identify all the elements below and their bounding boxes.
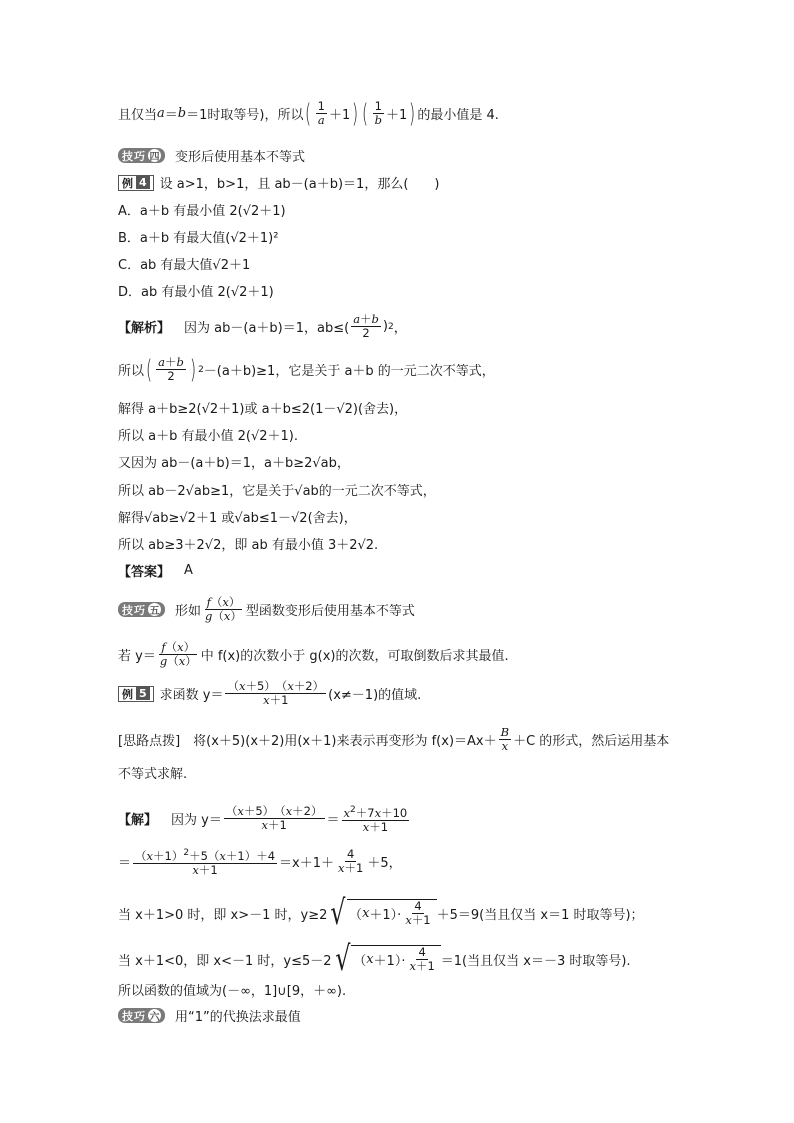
solution-4-line-2: 所以 ( $\frac{a+b}{2}$ ) 2 －(a＋b)≥1，它是关于 a＋b 的一元二次不等式， (118, 354, 495, 385)
solution-5-line-1: 【解】 因为 y＝ $\frac{(x+5) (x+2)}{x+1}$ ＝ $\frac{x^2+7x+10}{x+1}$ (118, 804, 408, 834)
text: －(a＋b)≥1，它是关于 a＋b 的一元二次不等式， (203, 364, 495, 379)
technique-5-note: 若 y＝ $\frac{f(x)}{g(x)}$ 中 f(x)的次数小于 g(x)的次数，可取倒数后求其最值. (118, 640, 509, 668)
text: 型函数变形后使用基本不等式 (245, 604, 415, 619)
example-4-stem (118, 173, 439, 192)
example-label: 例 5 (118, 686, 154, 702)
text: 当 x＋1<0，即 x<－1 时，y≤5－2 (118, 953, 332, 969)
text: ＝1(当且仅当 x＝－3 时取等号). (440, 953, 631, 969)
solution-5-line-2: ＝ $\frac{(x+1)^2+5(x+1)+4}{x+1}$ ＝x＋1＋ $\frac{4}{x+1}$ ＋5， (118, 847, 402, 877)
example-label: 例 4 (118, 175, 154, 191)
text: 当 x＋1>0 时，即 x>－1 时，y≥2 (118, 907, 328, 923)
text: 时取等号)，所以 (207, 108, 304, 123)
solution-head: 【解】 (118, 813, 158, 829)
line-top: 且仅当 a ＝ b ＝1 时取等号)，所以 ( $\frac{1}{a}$ ＋1 ) ( $\frac{1}{b}$ ＋1 ) 的最小值是 4. (118, 98, 499, 129)
text: 因为 y＝ (171, 813, 222, 829)
solution-5-line-3: 当 x＋1>0 时，即 x>－1 时，y≥2 √ （ x ＋1）· $\frac{4}{x+1}$ ＋5＝9(当且仅当 x＝1 时取等号)； (118, 893, 644, 933)
technique-badge: 技巧 五 (118, 602, 165, 617)
hint-5-line-2: 不等式求解. (118, 767, 188, 782)
text: 求函数 y＝ (159, 688, 224, 703)
option-a: A．a＋b 有最小值 2(√2＋1) (118, 204, 286, 219)
solution-4-line-5: 又因为 ab－(a＋b)＝1，a＋b≥2√ab， (118, 456, 350, 471)
solution-4-line-8: 所以 ab≥3＋2√2，即 ab 有最小值 3＋2√2. (118, 538, 379, 553)
text: 因为 ab－(a＋b)＝1，ab≤( (184, 321, 350, 336)
text: 形如 (175, 604, 202, 619)
solution-4-line-7: 解得√ab≥√2＋1 或√ab≤1－√2(舍去)， (118, 511, 357, 526)
technique-title: 用“1”的代换法求最值 (175, 1010, 301, 1025)
solution-head: 【解析】 (118, 321, 171, 336)
solution-5-line-5: 所以函数的值域为(－∞，1]∪[9，＋∞). (118, 984, 347, 999)
solution-4-line-4: 所以 a＋b 有最小值 2(√2＋1). (118, 429, 298, 444)
example-5-stem: 例 5 求函数 y＝ $\frac{(x+5) (x+2)}{x+1}$ (x≠－1)的值域. (118, 680, 421, 707)
solution-4-line-3: 解得 a＋b≥2(√2＋1)或 a＋b≤2(1－√2)(舍去)， (118, 402, 408, 417)
technique-badge: 技巧 六 (118, 1008, 165, 1023)
text: ＋5＝9(当且仅当 x＝1 时取等号)； (436, 907, 644, 923)
text: 中 f(x)的次数小于 g(x)的次数，可取倒数后求其最值. (200, 649, 509, 664)
technique-4-heading (118, 146, 305, 165)
answer-head: 【答案】 (118, 565, 171, 580)
answer-value: A (184, 563, 193, 578)
solution-5-line-4: 当 x＋1<0，即 x<－1 时，y≤5－2 √ （ x ＋1）· $\frac{4}{x+1}$ ＝1(当且仅当 x＝－3 时取等号). (118, 939, 631, 979)
text: ＝x＋1＋ (279, 856, 335, 872)
text: ＋C 的形式，然后运用基本 (513, 734, 670, 749)
text: ＋5， (367, 856, 402, 872)
option-d: D．ab 有最小值 2(√2＋1) (118, 285, 274, 300)
text: 且仅当 (118, 108, 158, 123)
text: 若 y＝ (118, 649, 156, 664)
text: (x≠－1)的值域. (328, 688, 422, 703)
technique-5-heading: 技巧 五 形如 $\frac{f(x)}{g(x)}$ 型函数变形后使用基本不等式 (118, 596, 415, 623)
technique-6-heading (118, 1006, 301, 1025)
solution-4-line-1: 【解析】 因为 ab－(a＋b)＝1，ab≤( $\frac{a+b}{2}$ ) 2 ， (118, 312, 407, 340)
answer-4 (118, 561, 193, 580)
text: [思路点拨] 将(x＋5)(x＋2)用(x＋1)来表示再变形为 f(x)＝Ax＋ (118, 734, 497, 749)
technique-badge: 技巧 四 (118, 148, 165, 163)
text: 的最小值是 4. (417, 108, 499, 123)
solution-4-line-6: 所以 ab－2√ab≥1，它是关于√ab的一元二次不等式， (118, 484, 436, 499)
hint-5-line-1: [思路点拨] 将(x＋5)(x＋2)用(x＋1)来表示再变形为 f(x)＝Ax＋ $\frac{B}{x}$ ＋C 的形式，然后运用基本 (118, 725, 670, 753)
text: 设 a>1，b>1，且 ab－(a＋b)＝1，那么( ) (159, 177, 440, 192)
option-c: C．ab 有最大值√2＋1 (118, 258, 251, 273)
option-b: B．a＋b 有最大值(√2＋1)² (118, 231, 279, 246)
technique-title: 变形后使用基本不等式 (175, 150, 306, 165)
